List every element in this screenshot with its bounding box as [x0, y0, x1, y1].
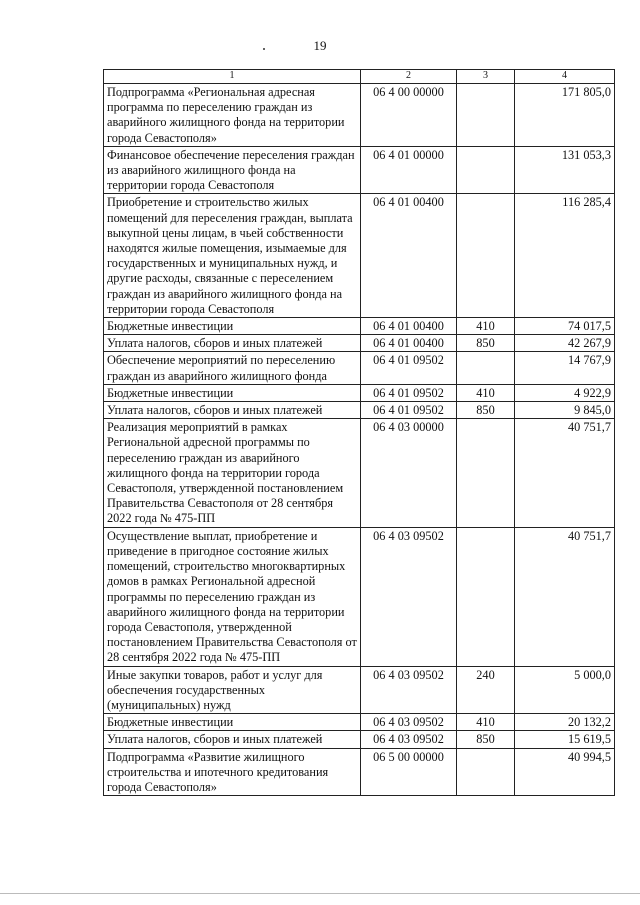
- row-amount: 5 000,0: [515, 666, 615, 714]
- table-row: [104, 146, 615, 194]
- table-header-row: [104, 70, 615, 84]
- scan-speck: [263, 48, 265, 50]
- row-code: 06 4 03 09502: [361, 731, 457, 748]
- table-row: [104, 527, 615, 666]
- row-code: 06 4 03 09502: [361, 666, 457, 714]
- row-amount: 171 805,0: [515, 84, 615, 147]
- table-row: [104, 352, 615, 384]
- row-name: Обеспечение мероприятий по переселению граждан из аварийного жилищного фонда: [104, 352, 361, 384]
- row-amount: 20 132,2: [515, 714, 615, 731]
- row-code: 06 4 00 00000: [361, 84, 457, 147]
- column-header-name: 1: [104, 70, 361, 84]
- row-name: Бюджетные инвестиции: [104, 714, 361, 731]
- row-amount: 14 767,9: [515, 352, 615, 384]
- row-code: 06 4 03 09502: [361, 527, 457, 666]
- row-amount: 116 285,4: [515, 194, 615, 318]
- table-row: [104, 402, 615, 419]
- row-name: Подпрограмма «Региональная адресная программа по переселению граждан из аварийного жилищного фонда на территории города Севастополя»: [104, 84, 361, 147]
- row-amount: 74 017,5: [515, 318, 615, 335]
- row-type: 850: [457, 335, 515, 352]
- row-type: 410: [457, 318, 515, 335]
- row-name: Бюджетные инвестиции: [104, 384, 361, 401]
- table-row: [104, 731, 615, 748]
- row-type: 410: [457, 384, 515, 401]
- row-type: [457, 419, 515, 527]
- page-number: 19: [313, 38, 327, 53]
- row-name: Иные закупки товаров, работ и услуг для обеспечения государственных (муниципальных) нужд: [104, 666, 361, 714]
- column-header-amount: 4: [515, 70, 615, 84]
- row-code: 06 4 01 09502: [361, 402, 457, 419]
- table-row: [104, 666, 615, 714]
- row-name: Финансовое обеспечение переселения граждан из аварийного жилищного фонда на территории города Севастополя: [104, 146, 361, 194]
- table-row: [104, 318, 615, 335]
- row-type: 850: [457, 402, 515, 419]
- table-row: [104, 419, 615, 527]
- row-name: Приобретение и строительство жилых помещений для переселения граждан, выплата выкупной цены лицам, в чьей собственности находятся жилые помещения, изымаемые для государственных и муниципальных нужд, и другие расходы, связанные с переселением граждан из аварийного жилищного фонда на территории города Севастополя: [104, 194, 361, 318]
- row-code: 06 4 01 00400: [361, 318, 457, 335]
- table-row: [104, 194, 615, 318]
- row-code: 06 4 01 09502: [361, 352, 457, 384]
- table-row: [104, 384, 615, 401]
- row-type: [457, 84, 515, 147]
- row-type: 240: [457, 666, 515, 714]
- table-row: [104, 748, 615, 796]
- row-amount: 9 845,0: [515, 402, 615, 419]
- row-code: 06 4 01 09502: [361, 384, 457, 401]
- row-type: [457, 352, 515, 384]
- row-type: [457, 194, 515, 318]
- row-amount: 42 267,9: [515, 335, 615, 352]
- row-amount: 40 751,7: [515, 419, 615, 527]
- row-name: Бюджетные инвестиции: [104, 318, 361, 335]
- page-edge-line: [0, 893, 640, 894]
- row-name: Подпрограмма «Развитие жилищного строительства и ипотечного кредитования города Севастополя»: [104, 748, 361, 796]
- row-code: 06 4 03 00000: [361, 419, 457, 527]
- row-name: Уплата налогов, сборов и иных платежей: [104, 402, 361, 419]
- row-amount: 131 053,3: [515, 146, 615, 194]
- row-type: [457, 527, 515, 666]
- row-type: [457, 748, 515, 796]
- row-name: Уплата налогов, сборов и иных платежей: [104, 335, 361, 352]
- column-header-type: 3: [457, 70, 515, 84]
- row-code: 06 4 01 00400: [361, 335, 457, 352]
- row-code: 06 4 03 09502: [361, 714, 457, 731]
- column-header-code: 2: [361, 70, 457, 84]
- table-row: [104, 714, 615, 731]
- table-row: [104, 84, 615, 147]
- row-name: Реализация мероприятий в рамках Региональной адресной программы по переселению граждан из аварийного жилищного фонда на территории города Севастополя, утвержденной постановлением Правительства Севастополя от 28 сентября 2022 года № 475-ПП: [104, 419, 361, 527]
- table-row: [104, 335, 615, 352]
- row-type: [457, 146, 515, 194]
- row-name: Уплата налогов, сборов и иных платежей: [104, 731, 361, 748]
- row-code: 06 4 01 00000: [361, 146, 457, 194]
- row-amount: 4 922,9: [515, 384, 615, 401]
- row-code: 06 5 00 00000: [361, 748, 457, 796]
- row-type: 850: [457, 731, 515, 748]
- row-amount: 15 619,5: [515, 731, 615, 748]
- row-name: Осуществление выплат, приобретение и приведение в пригодное состояние жилых помещений, строительство многоквартирных домов в рамках Региональной адресной программы по переселению граждан из аварийного жилищного фонда на территории города Севастополя, утвержденной постановлением Правительства Севастополя от 28 сентября 2022 года № 475-ПП: [104, 527, 361, 666]
- budget-table: [103, 69, 615, 796]
- row-amount: 40 751,7: [515, 527, 615, 666]
- row-amount: 40 994,5: [515, 748, 615, 796]
- row-type: 410: [457, 714, 515, 731]
- row-code: 06 4 01 00400: [361, 194, 457, 318]
